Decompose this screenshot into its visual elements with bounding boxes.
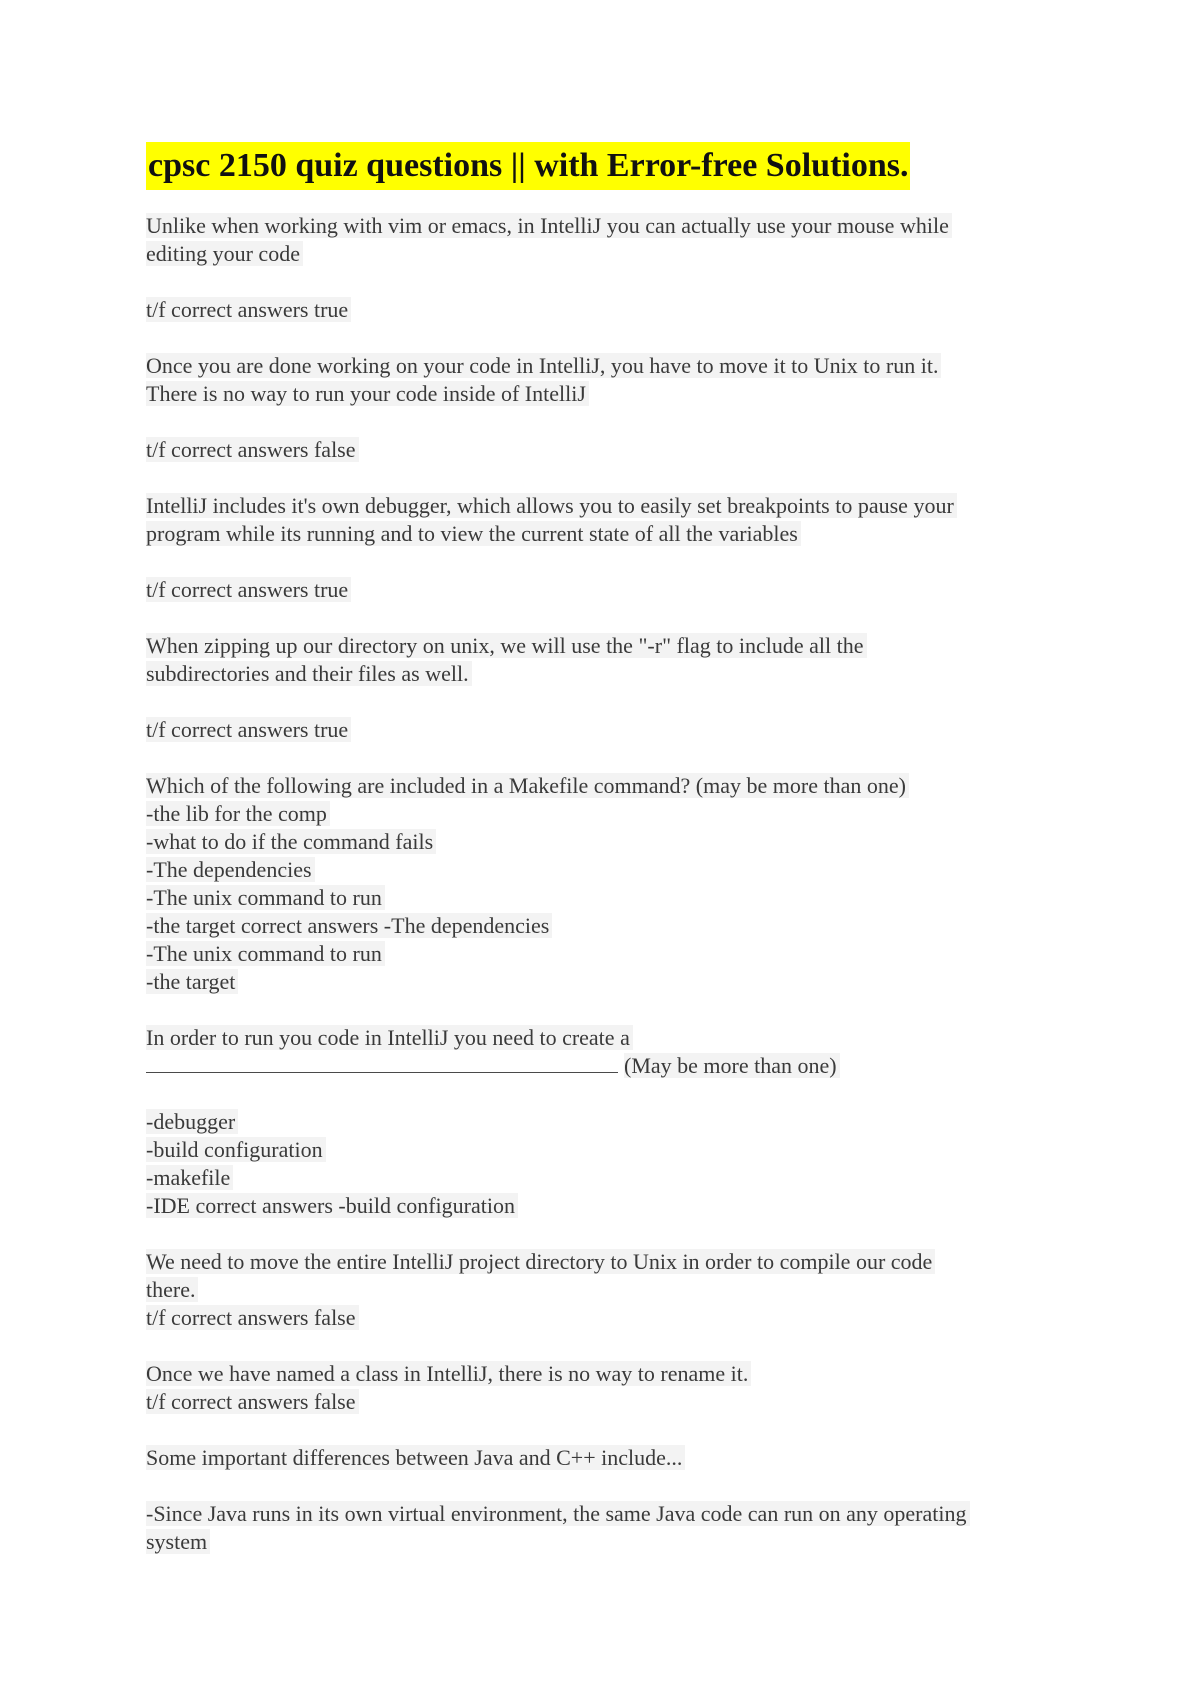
question-7: [146, 1248, 1066, 1332]
question-text: Which of the following are included in a Makefile command? (may be more than one): [146, 773, 909, 798]
option-text: -debugger: [146, 1109, 238, 1134]
option-text: -The unix command to run: [146, 941, 385, 966]
question-1: [146, 212, 1066, 268]
fill-in-blank-line: [146, 1052, 618, 1073]
option-text: -what to do if the command fails: [146, 829, 436, 854]
question-text: Once you are done working on your code in IntelliJ, you have to move it to Unix to run it.: [146, 353, 941, 378]
answer-2: [146, 436, 1066, 464]
question-6: [146, 1024, 1066, 1080]
question-text: When zipping up our directory on unix, we will use the "-r" flag to include all the: [146, 633, 867, 658]
option-text: -the target correct answers -The dependencies: [146, 913, 552, 938]
document-title: cpsc 2150 quiz questions || with Error-free Solutions.: [146, 142, 910, 190]
answer-text: t/f correct answers false: [146, 1305, 359, 1330]
question-text: IntelliJ includes it's own debugger, which allows you to easily set breakpoints to pause your: [146, 493, 957, 518]
question-6-options: [146, 1108, 1066, 1220]
option-text: system: [146, 1529, 210, 1554]
question-text: There is no way to run your code inside of IntelliJ: [146, 381, 589, 406]
question-3: [146, 492, 1066, 548]
answer-text: t/f correct answers true: [146, 577, 351, 602]
answer-4: [146, 716, 1066, 744]
question-text: In order to run you code in IntelliJ you need to create a: [146, 1025, 633, 1050]
option-text: -build configuration: [146, 1137, 326, 1162]
question-5: [146, 772, 1066, 996]
question-9-option-1: [146, 1500, 1066, 1556]
document-body: [146, 142, 1066, 1556]
option-text: -the lib for the comp: [146, 801, 330, 826]
answer-text: t/f correct answers true: [146, 297, 351, 322]
question-text: Some important differences between Java and C++ include...: [146, 1445, 685, 1470]
question-text: Once we have named a class in IntelliJ, there is no way to rename it.: [146, 1361, 751, 1386]
question-text: subdirectories and their files as well.: [146, 661, 472, 686]
question-text: We need to move the entire IntelliJ project directory to Unix in order to compile our code: [146, 1249, 935, 1274]
question-text: editing your code: [146, 241, 303, 266]
answer-3: [146, 576, 1066, 604]
question-text: Unlike when working with vim or emacs, in IntelliJ you can actually use your mouse while: [146, 213, 952, 238]
question-text: (May be more than one): [624, 1053, 840, 1078]
answer-text: t/f correct answers false: [146, 437, 359, 462]
question-9: [146, 1444, 1066, 1472]
option-text: -Since Java runs in its own virtual environment, the same Java code can run on any operating: [146, 1501, 970, 1526]
answer-1: [146, 296, 1066, 324]
option-text: -the target: [146, 969, 238, 994]
answer-text: t/f correct answers false: [146, 1389, 359, 1414]
question-8: [146, 1360, 1066, 1416]
question-2: [146, 352, 1066, 408]
question-text: program while its running and to view the current state of all the variables: [146, 521, 801, 546]
answer-text: t/f correct answers true: [146, 717, 351, 742]
question-4: [146, 632, 1066, 688]
option-text: -The dependencies: [146, 857, 315, 882]
option-text: -makefile: [146, 1165, 233, 1190]
option-text: -IDE correct answers -build configuration: [146, 1193, 518, 1218]
question-text: there.: [146, 1277, 198, 1302]
option-text: -The unix command to run: [146, 885, 385, 910]
